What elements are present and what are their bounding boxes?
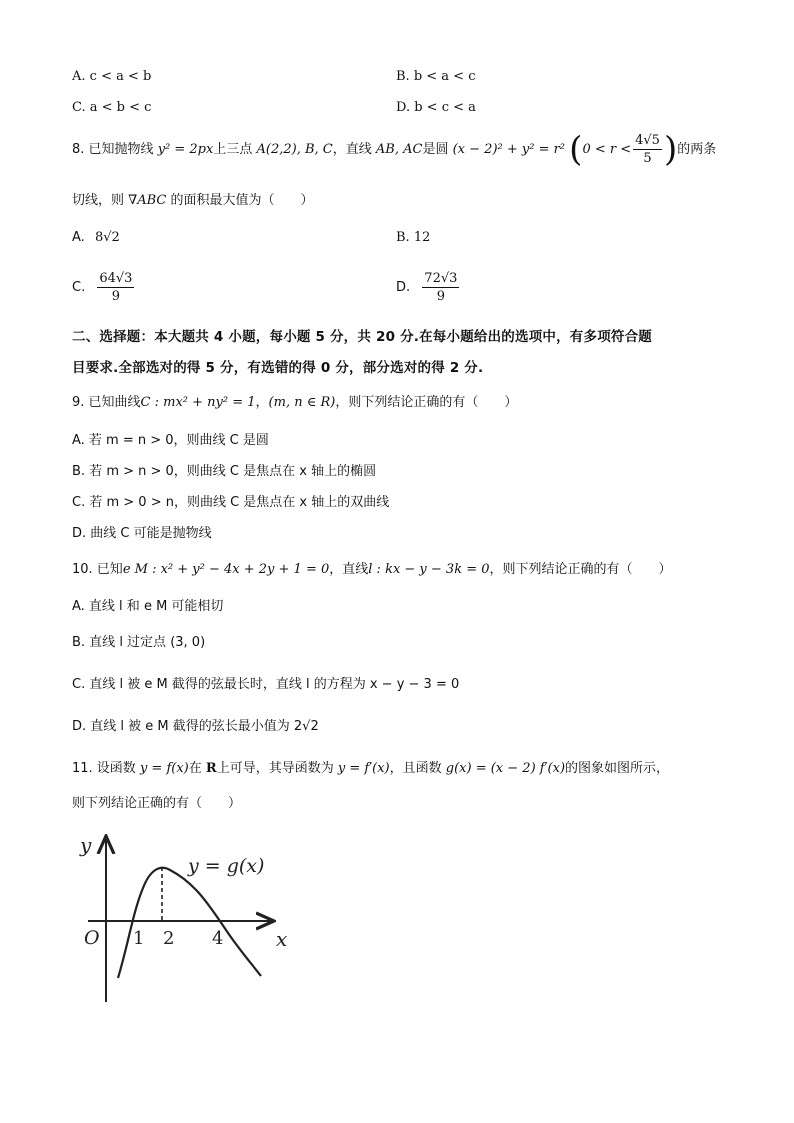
g-curve (118, 868, 261, 978)
q8-cond-den: 5 (643, 151, 652, 166)
q8-option-b-text: B. 12 (396, 230, 431, 245)
q11-f-prime: y = f′(x) (337, 761, 390, 776)
q11-stem-e: 的图象如图所示， (565, 761, 670, 776)
q9-stem (72, 394, 517, 412)
q11-stem-c: 上可导，其导函数为 (216, 761, 334, 776)
q8-text-3: ，直线 (332, 142, 372, 157)
q8-cond: 0 < r < (582, 142, 632, 157)
q8-option-c-den: 9 (111, 289, 121, 304)
q8-option-c-fraction (97, 270, 134, 305)
q8-circle-eq: (x − 2)² + y² = r² (452, 142, 566, 157)
q8-points: A(2,2), B, C (256, 142, 333, 157)
q7-option-c (72, 99, 151, 117)
q7-option-b-text: B. b < a < c (396, 69, 476, 84)
q8-option-d-den: 9 (436, 289, 445, 304)
q8-right-paren: ) (663, 129, 678, 170)
q8-left-paren: ( (569, 129, 583, 170)
q10-option-b: B. 直线 l 过定点 (3, 0) (72, 635, 206, 650)
q7-option-c-text: C. a < b < c (72, 100, 152, 115)
q8-option-a-value: 8√2 (94, 230, 120, 245)
q8-option-c-num: 64√3 (99, 271, 133, 286)
q11-stem-line1 (72, 760, 669, 778)
q10-circle-eq: e M : x² + y² − 4x + 2y + 1 = 0 (122, 562, 330, 577)
q10-line-eq: l : kx − y − 3k = 0 (368, 562, 490, 577)
q8-parabola-eq: y² = 2px (157, 142, 214, 157)
q9-cond: (m, n ∈ R) (268, 395, 336, 410)
tick-label-1: 1 (133, 928, 145, 949)
q9-curve-eq: C : mx² + ny² = 1 (140, 395, 256, 410)
q8-option-d-fraction (422, 270, 459, 305)
curve-label: y = g(x) (188, 855, 265, 877)
q7-option-d (396, 99, 476, 117)
q8-lines: AB, AC (375, 142, 423, 157)
q9-option-d: D. 曲线 C 可能是抛物线 (72, 526, 212, 541)
q7-option-b (396, 68, 476, 86)
q9-stem-b: ， (255, 395, 269, 410)
q11-stem-d: ，且函数 (389, 761, 442, 776)
q8-option-b (396, 229, 430, 247)
q11-stem-line2: 则下列结论正确的有（ ） (72, 796, 242, 811)
q9-stem-a: 9. 已知曲线 (72, 395, 141, 410)
q11-g: g(x) = (x − 2) f′(x) (445, 761, 566, 776)
q8-option-a (72, 229, 120, 247)
q8-text-2: 上三点 (213, 142, 253, 157)
q8-option-d (396, 270, 461, 306)
origin-label: O (84, 927, 100, 949)
q8-option-c (72, 270, 136, 306)
q8-text-6: 切线，则 (72, 193, 125, 208)
y-axis-label: y (80, 833, 92, 857)
q8-number: 8. (72, 142, 89, 157)
q8-option-d-label: D. (396, 280, 411, 295)
q8-stem-line2 (72, 192, 314, 210)
q8-text-5: 的两条 (677, 142, 717, 157)
q10-stem-c: ，则下列结论正确的有（ ） (489, 562, 672, 577)
tick-label-4: 4 (212, 928, 224, 949)
x-axis-label: x (276, 927, 288, 951)
q9-option-c: C. 若 m > 0 > n，则曲线 C 是焦点在 x 轴上的双曲线 (72, 495, 390, 510)
q7-option-a (72, 68, 151, 86)
q10-option-c: C. 直线 l 被 e M 截得的弦最长时，直线 l 的方程为 x − y − 3 = 0 (72, 677, 460, 692)
q11-stem-a: 11. 设函数 (72, 761, 136, 776)
q8-text-7: 的面积最大值为（ ） (170, 193, 314, 208)
q11-f: y = f(x) (139, 761, 189, 776)
q7-option-d-text: D. b < c < a (396, 100, 476, 115)
section2-heading-line1: 二、选择题：本大题共 4 小题，每小题 5 分，共 20 分.在每小题给出的选项中，有多项符合题 (72, 329, 653, 345)
q10-stem-a: 10. 已知 (72, 562, 123, 577)
q8-text-1: 已知抛物线 (88, 142, 154, 157)
q11-stem-b: 在 (188, 761, 202, 776)
q9-stem-c: ，则下列结论正确的有（ ） (335, 395, 518, 410)
q8-option-c-label: C. (72, 280, 86, 295)
q8-cond-num: 4√5 (635, 133, 660, 148)
section2-heading-line2: 目要求.全部选对的得 5 分，有选错的得 0 分，部分选对的得 2 分. (72, 360, 484, 376)
q7-option-a-text: A. c < a < b (72, 69, 152, 84)
q8-option-d-num: 72√3 (424, 271, 458, 286)
q8-option-a-label: A. (72, 230, 85, 245)
q9-option-a: A. 若 m = n > 0，则曲线 C 是圆 (72, 433, 269, 448)
q10-stem-b: ，直线 (329, 562, 369, 577)
q10-option-a: A. 直线 l 和 e M 可能相切 (72, 599, 224, 614)
q8-stem-line1 (72, 130, 716, 170)
q8-triangle: ∇ABC (128, 193, 167, 208)
q8-text-4: 是圆 (422, 142, 449, 157)
tick-label-2: 2 (163, 928, 175, 949)
q9-option-b: B. 若 m > n > 0，则曲线 C 是焦点在 x 轴上的椭圆 (72, 464, 377, 479)
g-function-graph (78, 830, 308, 1010)
q8-cond-fraction (633, 132, 662, 167)
q10-stem (72, 561, 672, 579)
q10-option-d: D. 直线 l 被 e M 截得的弦长最小值为 2√2 (72, 719, 319, 734)
q11-real-set: R (205, 761, 217, 776)
